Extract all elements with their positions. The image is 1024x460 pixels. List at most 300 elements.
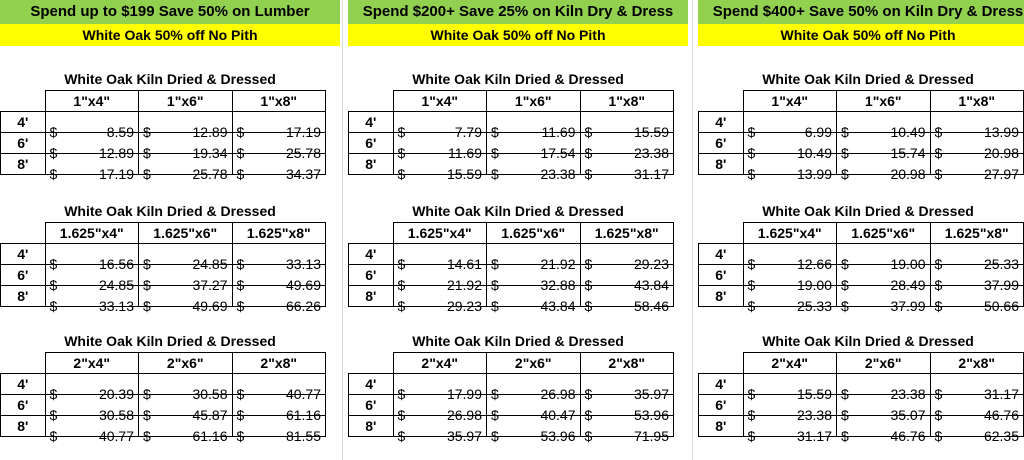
table-row bbox=[349, 112, 674, 133]
currency-symbol: $ bbox=[236, 124, 245, 140]
price-cell bbox=[393, 244, 487, 272]
table-row bbox=[349, 395, 674, 416]
price-value: 19.34 bbox=[192, 145, 228, 161]
size-header: 2"x4" bbox=[743, 353, 837, 374]
currency-symbol: $ bbox=[841, 256, 849, 272]
price-value: 35.97 bbox=[633, 386, 669, 402]
currency-symbol: $ bbox=[934, 298, 943, 314]
price-value: 30.58 bbox=[98, 407, 134, 423]
block-title: White Oak Kiln Dried & Dressed bbox=[762, 71, 974, 87]
length-label: 4' bbox=[349, 374, 394, 395]
currency-symbol: $ bbox=[49, 298, 58, 314]
price-cell bbox=[232, 395, 326, 423]
price-cell bbox=[45, 133, 139, 161]
length-label: 8' bbox=[349, 154, 394, 175]
length-label: 4' bbox=[699, 112, 744, 133]
length-label: 8' bbox=[1, 416, 46, 437]
currency-symbol: $ bbox=[236, 298, 245, 314]
size-header: 1.625"x6" bbox=[139, 223, 233, 244]
currency-symbol: $ bbox=[49, 428, 58, 444]
price-value: 32.88 bbox=[540, 277, 576, 293]
price-cell bbox=[487, 416, 581, 444]
length-label: 4' bbox=[1, 244, 46, 265]
price-cell bbox=[487, 112, 581, 140]
subpromo-banner: White Oak 50% off No Pith bbox=[348, 24, 688, 46]
price-value: 15.59 bbox=[446, 166, 482, 182]
block-title: White Oak Kiln Dried & Dressed bbox=[762, 333, 974, 349]
price-value: 11.69 bbox=[448, 145, 482, 161]
price-table bbox=[348, 90, 674, 182]
price-value: 31.17 bbox=[796, 428, 832, 444]
size-header: 1.625"x8" bbox=[232, 223, 326, 244]
price-cell bbox=[45, 395, 139, 423]
block-title: White Oak Kiln Dried & Dressed bbox=[64, 71, 276, 87]
length-label: 8' bbox=[1, 154, 46, 175]
currency-symbol: $ bbox=[841, 166, 849, 182]
currency-symbol: $ bbox=[49, 277, 58, 293]
price-value: 30.58 bbox=[192, 386, 228, 402]
size-header: 1.625"x4" bbox=[743, 223, 837, 244]
currency-symbol: $ bbox=[143, 124, 151, 140]
price-value: 53.96 bbox=[540, 428, 576, 444]
price-cell bbox=[232, 154, 326, 182]
table-row bbox=[349, 154, 674, 175]
length-label: 8' bbox=[349, 416, 394, 437]
table-row bbox=[349, 133, 674, 154]
price-value: 13.99 bbox=[983, 124, 1019, 140]
length-label: 4' bbox=[699, 374, 744, 395]
price-value: 23.38 bbox=[796, 407, 832, 423]
price-cell bbox=[45, 244, 139, 272]
price-cell bbox=[393, 133, 487, 161]
currency-symbol: $ bbox=[934, 386, 943, 402]
block-title: White Oak Kiln Dried & Dressed bbox=[412, 203, 624, 219]
size-header: 2"x6" bbox=[837, 353, 931, 374]
price-value: 61.16 bbox=[285, 407, 321, 423]
price-value: 20.98 bbox=[890, 166, 926, 182]
currency-symbol: $ bbox=[143, 407, 151, 423]
corner-cell bbox=[349, 353, 394, 374]
price-cell bbox=[139, 154, 233, 182]
currency-symbol: $ bbox=[747, 277, 756, 293]
price-value: 40.77 bbox=[98, 428, 134, 444]
currency-symbol: $ bbox=[491, 145, 499, 161]
price-cell bbox=[837, 133, 931, 161]
price-block-1in bbox=[0, 68, 340, 182]
price-cell bbox=[580, 112, 674, 140]
price-cell bbox=[930, 286, 1024, 314]
size-header: 2"x8" bbox=[232, 353, 326, 374]
corner-cell bbox=[1, 91, 46, 112]
length-label: 8' bbox=[349, 286, 394, 307]
price-value: 19.00 bbox=[796, 277, 832, 293]
currency-symbol: $ bbox=[934, 428, 943, 444]
price-value: 37.27 bbox=[192, 277, 228, 293]
price-value: 6.99 bbox=[804, 124, 832, 140]
price-cell bbox=[139, 395, 233, 423]
table-row bbox=[349, 265, 674, 286]
currency-symbol: $ bbox=[397, 256, 406, 272]
size-header: 1"x4" bbox=[393, 91, 487, 112]
price-cell bbox=[743, 244, 837, 272]
price-value: 49.69 bbox=[285, 277, 321, 293]
currency-symbol: $ bbox=[934, 256, 943, 272]
price-value: 25.33 bbox=[983, 256, 1019, 272]
price-cell bbox=[580, 395, 674, 423]
price-value: 34.37 bbox=[285, 166, 321, 182]
price-value: 46.76 bbox=[983, 407, 1019, 423]
currency-symbol: $ bbox=[491, 166, 499, 182]
currency-symbol: $ bbox=[841, 277, 849, 293]
price-cell bbox=[837, 286, 931, 314]
price-cell bbox=[45, 416, 139, 444]
currency-symbol: $ bbox=[143, 256, 151, 272]
length-label: 4' bbox=[349, 112, 394, 133]
price-table bbox=[0, 352, 326, 444]
currency-symbol: $ bbox=[491, 407, 499, 423]
price-value: 20.98 bbox=[983, 145, 1019, 161]
table-row bbox=[349, 286, 674, 307]
price-cell bbox=[837, 416, 931, 444]
price-cell bbox=[487, 395, 581, 423]
price-cell bbox=[580, 265, 674, 293]
length-label: 8' bbox=[699, 286, 744, 307]
corner-cell bbox=[699, 353, 744, 374]
price-cell bbox=[487, 244, 581, 272]
size-header: 1.625"x6" bbox=[487, 223, 581, 244]
price-block-1in bbox=[348, 68, 688, 182]
length-label: 8' bbox=[1, 286, 46, 307]
price-cell bbox=[743, 416, 837, 444]
currency-symbol: $ bbox=[584, 145, 593, 161]
table-row bbox=[1, 374, 326, 395]
sheet-gridline bbox=[692, 0, 693, 460]
price-value: 21.92 bbox=[540, 256, 576, 272]
price-value: 24.85 bbox=[192, 256, 228, 272]
length-label: 6' bbox=[1, 265, 46, 286]
corner-cell bbox=[699, 91, 744, 112]
price-value: 29.23 bbox=[633, 256, 669, 272]
size-header: 1"x6" bbox=[837, 91, 931, 112]
price-cell bbox=[487, 286, 581, 314]
price-value: 29.23 bbox=[446, 298, 482, 314]
currency-symbol: $ bbox=[747, 298, 756, 314]
price-cell bbox=[139, 244, 233, 272]
currency-symbol: $ bbox=[841, 124, 849, 140]
table-row bbox=[349, 244, 674, 265]
promo-banner: Spend up to $199 Save 50% on Lumber bbox=[0, 0, 340, 24]
length-label: 6' bbox=[699, 265, 744, 286]
currency-symbol: $ bbox=[49, 386, 58, 402]
price-cell bbox=[837, 154, 931, 182]
currency-symbol: $ bbox=[934, 277, 943, 293]
price-cell bbox=[580, 374, 674, 402]
price-cell bbox=[930, 265, 1024, 293]
currency-symbol: $ bbox=[397, 407, 406, 423]
table-row bbox=[699, 395, 1024, 416]
currency-symbol: $ bbox=[236, 256, 245, 272]
price-block-1625in bbox=[348, 200, 688, 314]
table-row bbox=[1, 395, 326, 416]
currency-symbol: $ bbox=[747, 145, 756, 161]
price-value: 26.98 bbox=[446, 407, 482, 423]
price-cell bbox=[232, 374, 326, 402]
price-cell bbox=[139, 265, 233, 293]
currency-symbol: $ bbox=[397, 298, 406, 314]
price-value: 27.97 bbox=[983, 166, 1019, 182]
currency-symbol: $ bbox=[49, 256, 58, 272]
price-cell bbox=[45, 374, 139, 402]
size-header: 1"x4" bbox=[45, 91, 139, 112]
price-cell bbox=[393, 112, 487, 140]
price-value: 17.19 bbox=[285, 124, 321, 140]
price-cell bbox=[580, 133, 674, 161]
currency-symbol: $ bbox=[841, 386, 849, 402]
price-cell bbox=[139, 374, 233, 402]
price-cell bbox=[232, 286, 326, 314]
corner-cell bbox=[1, 223, 46, 244]
price-cell bbox=[487, 374, 581, 402]
size-header: 1.625"x6" bbox=[837, 223, 931, 244]
currency-symbol: $ bbox=[584, 166, 593, 182]
currency-symbol: $ bbox=[236, 145, 245, 161]
currency-symbol: $ bbox=[747, 256, 756, 272]
price-cell bbox=[743, 395, 837, 423]
price-cell bbox=[393, 154, 487, 182]
table-row bbox=[699, 286, 1024, 307]
size-header: 1.625"x4" bbox=[393, 223, 487, 244]
price-cell bbox=[580, 416, 674, 444]
table-row bbox=[699, 374, 1024, 395]
price-value: 11.69 bbox=[541, 124, 576, 140]
price-cell bbox=[487, 265, 581, 293]
price-table bbox=[698, 222, 1024, 314]
size-header: 2"x8" bbox=[580, 353, 674, 374]
table-row bbox=[1, 112, 326, 133]
price-cell bbox=[393, 286, 487, 314]
currency-symbol: $ bbox=[841, 145, 849, 161]
price-cell bbox=[837, 112, 931, 140]
price-value: 8.59 bbox=[106, 124, 134, 140]
currency-symbol: $ bbox=[236, 386, 245, 402]
price-cell bbox=[930, 133, 1024, 161]
price-cell bbox=[393, 395, 487, 423]
table-row bbox=[1, 133, 326, 154]
size-header: 1"x6" bbox=[139, 91, 233, 112]
price-value: 16.56 bbox=[98, 256, 134, 272]
currency-symbol: $ bbox=[584, 256, 593, 272]
price-cell bbox=[930, 154, 1024, 182]
corner-cell bbox=[349, 91, 394, 112]
price-value: 43.84 bbox=[633, 277, 669, 293]
price-cell bbox=[743, 374, 837, 402]
price-value: 31.17 bbox=[983, 386, 1019, 402]
price-value: 14.61 bbox=[446, 256, 482, 272]
price-value: 25.78 bbox=[285, 145, 321, 161]
price-cell bbox=[930, 112, 1024, 140]
currency-symbol: $ bbox=[841, 428, 849, 444]
currency-symbol: $ bbox=[584, 407, 593, 423]
price-value: 7.79 bbox=[454, 124, 482, 140]
sheet-gridline bbox=[342, 0, 343, 460]
price-cell bbox=[232, 244, 326, 272]
currency-symbol: $ bbox=[143, 277, 151, 293]
price-value: 23.38 bbox=[890, 386, 926, 402]
price-table bbox=[0, 90, 326, 182]
block-title: White Oak Kiln Dried & Dressed bbox=[412, 71, 624, 87]
currency-symbol: $ bbox=[49, 166, 58, 182]
length-label: 8' bbox=[699, 154, 744, 175]
promo-banner: Spend $400+ Save 50% on Kiln Dry & Dress bbox=[698, 0, 1024, 24]
price-value: 33.13 bbox=[285, 256, 321, 272]
price-cell bbox=[139, 416, 233, 444]
currency-symbol: $ bbox=[841, 298, 849, 314]
price-block-2in bbox=[698, 330, 1024, 444]
corner-cell bbox=[349, 223, 394, 244]
price-cell bbox=[393, 416, 487, 444]
currency-symbol: $ bbox=[397, 145, 406, 161]
currency-symbol: $ bbox=[841, 407, 849, 423]
size-header: 1"x8" bbox=[930, 91, 1024, 112]
price-table bbox=[698, 352, 1024, 444]
price-column-2 bbox=[348, 0, 688, 460]
price-cell bbox=[743, 265, 837, 293]
currency-symbol: $ bbox=[747, 386, 756, 402]
price-value: 40.77 bbox=[285, 386, 321, 402]
currency-symbol: $ bbox=[143, 298, 151, 314]
length-label: 6' bbox=[699, 133, 744, 154]
currency-symbol: $ bbox=[143, 386, 151, 402]
price-value: 53.96 bbox=[633, 407, 669, 423]
price-cell bbox=[930, 395, 1024, 423]
currency-symbol: $ bbox=[397, 428, 406, 444]
table-row bbox=[349, 374, 674, 395]
price-value: 15.74 bbox=[890, 145, 926, 161]
table-row bbox=[699, 154, 1024, 175]
length-label: 4' bbox=[349, 244, 394, 265]
price-cell bbox=[45, 112, 139, 140]
price-cell bbox=[45, 265, 139, 293]
currency-symbol: $ bbox=[747, 407, 756, 423]
currency-symbol: $ bbox=[236, 407, 245, 423]
price-value: 15.59 bbox=[796, 386, 832, 402]
price-value: 12.89 bbox=[98, 145, 134, 161]
currency-symbol: $ bbox=[584, 124, 593, 140]
price-value: 35.97 bbox=[446, 428, 482, 444]
price-value: 50.66 bbox=[983, 298, 1019, 314]
length-label: 6' bbox=[1, 133, 46, 154]
price-cell bbox=[837, 244, 931, 272]
size-header: 2"x6" bbox=[487, 353, 581, 374]
subpromo-banner: White Oak 50% off No Pith bbox=[0, 24, 340, 46]
price-cell bbox=[232, 133, 326, 161]
price-value: 17.19 bbox=[98, 166, 134, 182]
price-cell bbox=[45, 154, 139, 182]
price-value: 23.38 bbox=[633, 145, 669, 161]
length-label: 4' bbox=[1, 112, 46, 133]
table-row bbox=[1, 265, 326, 286]
price-value: 66.26 bbox=[285, 298, 321, 314]
length-label: 6' bbox=[349, 265, 394, 286]
price-value: 37.99 bbox=[890, 298, 926, 314]
length-label: 6' bbox=[1, 395, 46, 416]
currency-symbol: $ bbox=[143, 166, 151, 182]
currency-symbol: $ bbox=[747, 124, 756, 140]
price-table bbox=[348, 222, 674, 314]
price-table bbox=[698, 90, 1024, 182]
currency-symbol: $ bbox=[236, 428, 245, 444]
corner-cell bbox=[1, 353, 46, 374]
price-block-1625in bbox=[698, 200, 1024, 314]
price-cell bbox=[580, 154, 674, 182]
price-block-2in bbox=[348, 330, 688, 444]
currency-symbol: $ bbox=[397, 124, 406, 140]
length-label: 8' bbox=[699, 416, 744, 437]
price-block-2in bbox=[0, 330, 340, 444]
price-block-1625in bbox=[0, 200, 340, 314]
block-title: White Oak Kiln Dried & Dressed bbox=[412, 333, 624, 349]
price-cell bbox=[232, 112, 326, 140]
price-value: 49.69 bbox=[192, 298, 228, 314]
currency-symbol: $ bbox=[747, 428, 756, 444]
table-row bbox=[1, 416, 326, 437]
price-cell bbox=[139, 112, 233, 140]
price-cell bbox=[837, 374, 931, 402]
table-row bbox=[1, 244, 326, 265]
table-row bbox=[1, 154, 326, 175]
currency-symbol: $ bbox=[934, 166, 943, 182]
length-label: 6' bbox=[349, 395, 394, 416]
price-value: 28.49 bbox=[890, 277, 926, 293]
currency-symbol: $ bbox=[236, 277, 245, 293]
price-value: 10.49 bbox=[796, 145, 832, 161]
size-header: 2"x8" bbox=[930, 353, 1024, 374]
price-value: 81.55 bbox=[285, 428, 321, 444]
price-cell bbox=[930, 244, 1024, 272]
price-block-1in bbox=[698, 68, 1024, 182]
price-cell bbox=[232, 416, 326, 444]
price-value: 13.99 bbox=[796, 166, 832, 182]
price-value: 21.92 bbox=[446, 277, 482, 293]
price-cell bbox=[743, 112, 837, 140]
block-title: White Oak Kiln Dried & Dressed bbox=[64, 203, 276, 219]
price-table bbox=[348, 352, 674, 444]
currency-symbol: $ bbox=[934, 145, 943, 161]
price-value: 45.87 bbox=[192, 407, 228, 423]
currency-symbol: $ bbox=[584, 428, 593, 444]
price-cell bbox=[580, 244, 674, 272]
price-cell bbox=[837, 265, 931, 293]
size-header: 2"x4" bbox=[45, 353, 139, 374]
size-header: 1"x8" bbox=[232, 91, 326, 112]
price-value: 23.38 bbox=[540, 166, 576, 182]
price-value: 19.00 bbox=[890, 256, 926, 272]
size-header: 2"x6" bbox=[139, 353, 233, 374]
price-table bbox=[0, 222, 326, 314]
price-cell bbox=[837, 395, 931, 423]
currency-symbol: $ bbox=[397, 386, 406, 402]
price-cell bbox=[487, 154, 581, 182]
price-cell bbox=[487, 133, 581, 161]
price-value: 31.17 bbox=[633, 166, 669, 182]
length-label: 4' bbox=[1, 374, 46, 395]
corner-cell bbox=[699, 223, 744, 244]
price-cell bbox=[930, 416, 1024, 444]
price-value: 37.99 bbox=[983, 277, 1019, 293]
currency-symbol: $ bbox=[491, 277, 499, 293]
table-row bbox=[699, 112, 1024, 133]
price-value: 15.59 bbox=[633, 124, 669, 140]
